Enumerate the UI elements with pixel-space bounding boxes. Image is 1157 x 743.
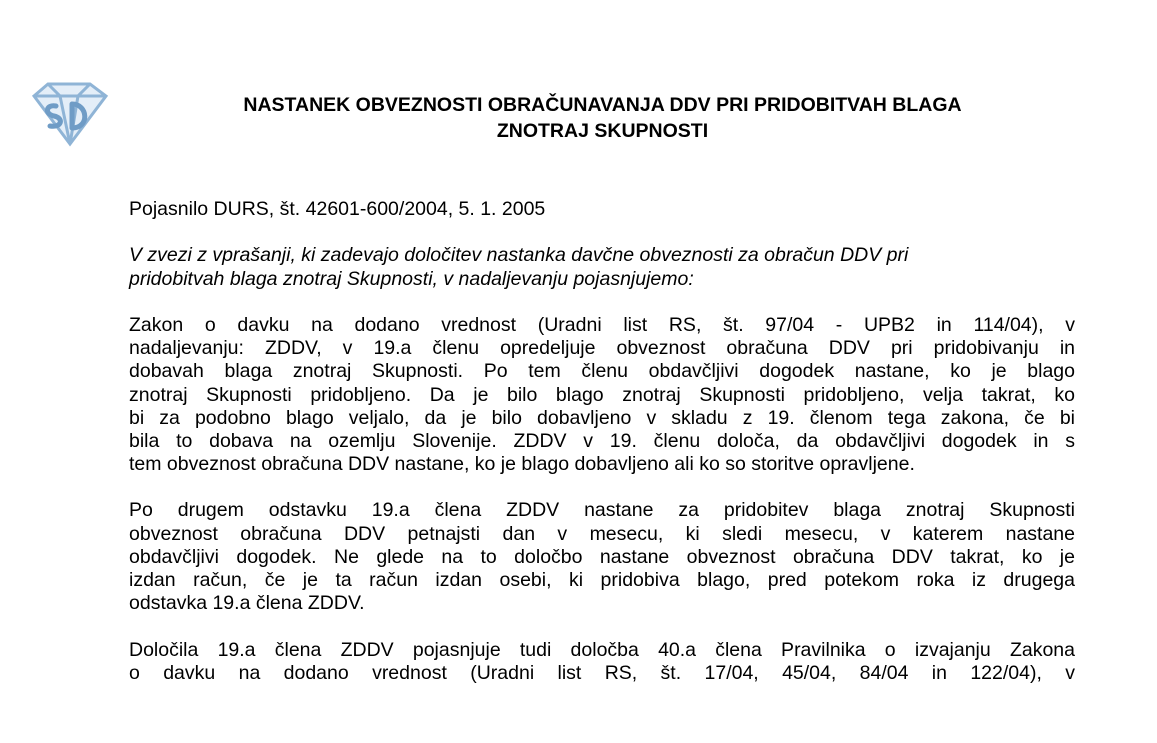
paragraph-line: dobavah blaga znotraj Skupnosti. Po tem členu obdavčljivi dogodek nastane, ko je blago bbox=[129, 360, 1075, 383]
paragraph-line: znotraj Skupnosti pridobljeno. Da je bilo blago znotraj Skupnosti pridobljeno, velja takrat, ko bbox=[129, 383, 1075, 406]
paragraph-line: Zakon o davku na dodano vrednost (Uradni list RS, št. 97/04 - UPB2 in 114/04), v bbox=[129, 313, 1075, 336]
paragraph-line: Določila 19.a člena ZDDV pojasnjuje tudi določba 40.a člena Pravilnika o izvajanju Zakona bbox=[129, 638, 1075, 661]
intro-line: V zvezi z vprašanji, ki zadevajo določitev nastanka davčne obveznosti za obračun DDV pri bbox=[129, 244, 909, 267]
paragraph-3 bbox=[129, 639, 1157, 685]
logo bbox=[26, 78, 112, 148]
title-line: NASTANEK OBVEZNOSTI OBRAČUNAVANJA DDV PRI PRIDOBITVAH BLAGA bbox=[243, 94, 962, 116]
paragraph-line: nadaljevanju: ZDDV, v 19.a členu opredeljuje obveznost obračuna DDV pri pridobivanju in bbox=[129, 337, 1075, 360]
paragraph-line: izdan račun, če je ta račun izdan osebi, ki pridobiva blago, pred potekom roka iz drugega bbox=[129, 569, 1075, 591]
paragraph-line: obdavčljivi dogodek. Ne glede na to določbo nastane obveznost obračuna DDV takrat, ko je bbox=[129, 545, 1075, 568]
paragraph-1 bbox=[129, 314, 1157, 476]
paragraph-line: tem obveznost obračuna DDV nastane, ko je blago dobavljeno ali ko so storitve opravljene. bbox=[129, 453, 915, 476]
paragraph-line: bila to dobava na ozemlju Slovenije. ZDDV v 19. členu določa, da obdavčljivi dogodek in s bbox=[129, 429, 1075, 452]
paragraph-line: Po drugem odstavku 19.a člena ZDDV nastane za pridobitev blaga znotraj Skupnosti bbox=[129, 499, 1075, 522]
title-line: ZNOTRAJ SKUPNOSTI bbox=[496, 120, 709, 142]
paragraph-line: o davku na dodano vrednost (Uradni list RS, št. 17/04, 45/04, 84/04 in 122/04), v bbox=[129, 661, 1075, 684]
paragraph-line: obveznost obračuna DDV petnajsti dan v mesecu, ki sledi mesecu, v katerem nastane bbox=[129, 522, 1075, 545]
paragraph-line: bi za podobno blago veljalo, da je bilo dobavljeno v skladu z 19. členom tega zakona, če bi bbox=[129, 406, 1075, 429]
paragraph-2 bbox=[129, 499, 1157, 615]
document-title bbox=[130, 92, 1075, 144]
document-body bbox=[129, 198, 1157, 685]
intro-line: pridobitvah blaga znotraj Skupnosti, v nadaljevanju pojasnjujemo: bbox=[129, 267, 694, 290]
paragraph-line: odstavka 19.a člena ZDDV. bbox=[129, 592, 365, 615]
reference-line: Pojasnilo DURS, št. 42601-600/2004, 5. 1. 2005 bbox=[129, 198, 546, 220]
